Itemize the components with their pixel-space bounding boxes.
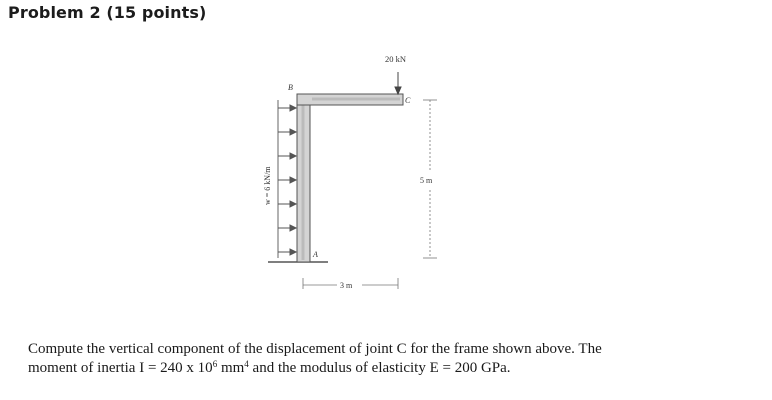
problem-title: Problem 2 (15 points)	[8, 3, 207, 22]
span-label: 3 m	[340, 281, 353, 290]
joint-a-label: A	[313, 250, 318, 259]
problem-statement	[28, 340, 748, 378]
joint-c-label: C	[405, 96, 411, 105]
joint-b-label: B	[288, 83, 293, 92]
statement-line-2: moment of inertia I = 240 x $10^6$ $mm^4$ and the modulus of elasticity E = 200 GPa.	[28, 359, 511, 376]
point-load-arrow	[395, 72, 401, 94]
point-load-label: 20 kN	[385, 54, 407, 64]
distributed-load-arrows	[278, 105, 296, 255]
distributed-load-label: w = 6 kN/m	[263, 166, 272, 205]
height-label: 5 m	[420, 176, 433, 185]
statement-line-1: Compute the vertical component of the displacement of joint C for the frame shown above. The	[28, 341, 602, 357]
